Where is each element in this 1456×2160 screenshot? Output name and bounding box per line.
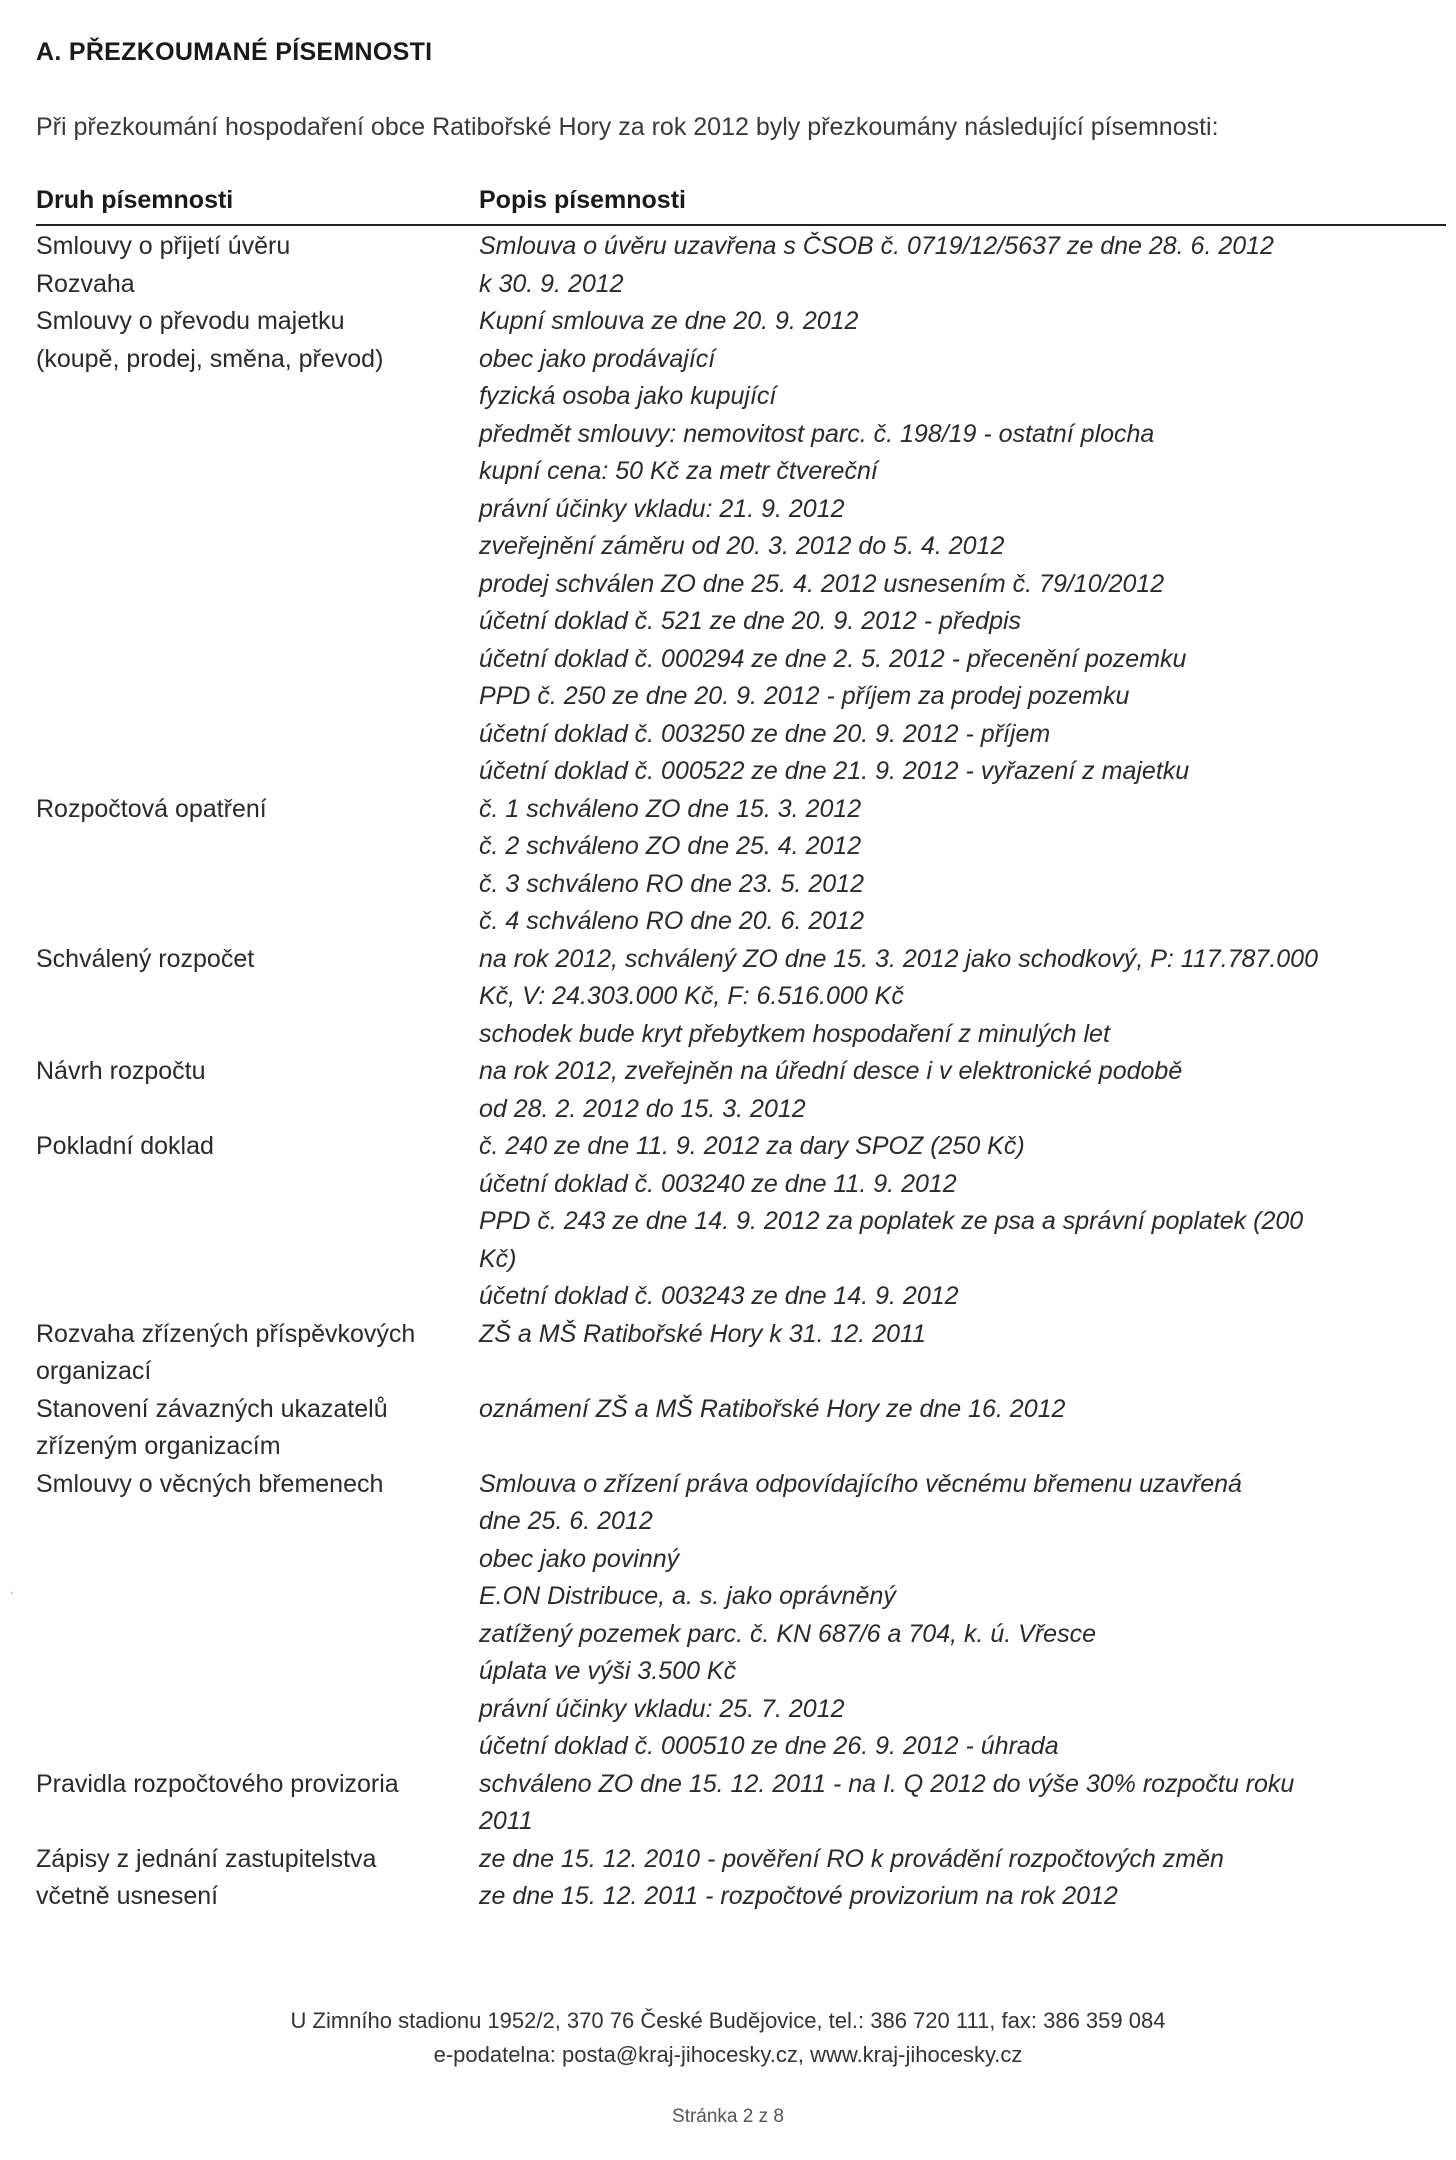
- document-description-line: od 28. 2. 2012 do 15. 3. 2012: [479, 1094, 806, 1123]
- column-header-type: Druh písemnosti: [36, 186, 234, 214]
- document-description-line: č. 1 schváleno ZO dne 15. 3. 2012: [479, 794, 862, 823]
- page-number: Stránka 2 z 8: [672, 2106, 784, 2127]
- document-description-line: na rok 2012, zveřejněn na úřední desce i v elektronické podobě: [479, 1057, 1183, 1085]
- document-type-line: Smlouvy o převodu majetku: [36, 307, 345, 335]
- document-description-line: právní účinky vkladu: 25. 7. 2012: [479, 1694, 845, 1723]
- document-description-line: Smlouva o zřízení práva odpovídajícího věcnému břemenu uzavřená: [479, 1469, 1242, 1498]
- intro-paragraph: Při přezkoumání hospodaření obce Ratibořské Hory za rok 2012 byly přezkoumány následující písemnosti:: [36, 113, 1219, 141]
- document-description-line: č. 3 schváleno RO dne 23. 5. 2012: [479, 869, 864, 898]
- document-description-cell: [479, 266, 1446, 304]
- table-row: [36, 1841, 1446, 1916]
- document-description-line: zatížený pozemek parc. č. KN 687/6 a 704, k. ú. Vřesce: [479, 1619, 1096, 1648]
- document-description-line: účetní doklad č. 521 ze dne 20. 9. 2012 - předpis: [479, 607, 1022, 635]
- page-footer: [0, 2004, 1456, 2072]
- document-description-line: na rok 2012, schválený ZO dne 15. 3. 2012 jako schodkový, P: 117.787.000: [479, 944, 1318, 973]
- document-description-line: úplata ve výši 3.500 Kč: [479, 1657, 737, 1685]
- table-header: [36, 186, 1446, 226]
- document-type-line: včetně usnesení: [36, 1882, 219, 1910]
- document-type-cell: [36, 1128, 479, 1316]
- documents-table: [36, 228, 1446, 1916]
- document-type-cell: [36, 303, 479, 791]
- document-description-line: Kč): [479, 1244, 517, 1273]
- document-type-line: Stanovení závazných ukazatelů: [36, 1394, 388, 1423]
- document-description-cell: [479, 791, 1446, 941]
- document-description-line: oznámení ZŠ a MŠ Ratibořské Hory ze dne 16. 2012: [479, 1394, 1066, 1423]
- document-description-cell: [479, 303, 1446, 791]
- document-description-line: kupní cena: 50 Kč za metr čtvereční: [479, 457, 878, 485]
- document-description-cell: [479, 1053, 1446, 1128]
- document-type-line: Pokladní doklad: [36, 1132, 214, 1160]
- document-type-cell: [36, 1053, 479, 1128]
- document-description-line: 2011: [479, 1807, 533, 1835]
- table-row: [36, 791, 1446, 941]
- document-description-line: schodek bude kryt přebytkem hospodaření z minulých let: [479, 1019, 1110, 1048]
- document-description-line: účetní doklad č. 003250 ze dne 20. 9. 2012 - příjem: [479, 719, 1051, 748]
- footer-address: U Zimního stadionu 1952/2, 370 76 České Budějovice, tel.: 386 720 111, fax: 386 359 084: [290, 2008, 1166, 2033]
- document-description-line: účetní doklad č. 000294 ze dne 2. 5. 2012 - přecenění pozemku: [479, 644, 1187, 673]
- table-row: [36, 1391, 1446, 1466]
- document-type-line: Zápisy z jednání zastupitelstva: [36, 1844, 377, 1873]
- document-description-line: ze dne 15. 12. 2011 - rozpočtové provizorium na rok 2012: [479, 1882, 1118, 1910]
- document-description-line: zveřejnění záměru od 20. 3. 2012 do 5. 4. 2012: [479, 532, 1005, 560]
- document-description-cell: [479, 1841, 1446, 1916]
- document-description-line: schváleno ZO dne 15. 12. 2011 - na I. Q 2012 do výše 30% rozpočtu roku: [479, 1769, 1295, 1798]
- document-description-cell: [479, 1466, 1446, 1766]
- document-description-line: k 30. 9. 2012: [479, 269, 624, 298]
- document-description-line: obec jako prodávající: [479, 344, 716, 373]
- footer-contact: e-podatelna: posta@kraj-jihocesky.cz, www.kraj-jihocesky.cz: [433, 2042, 1023, 2067]
- document-description-line: Smlouva o úvěru uzavřena s ČSOB č. 0719/12/5637 ze dne 28. 6. 2012: [479, 232, 1274, 260]
- document-description-line: č. 2 schváleno ZO dne 25. 4. 2012: [479, 832, 862, 860]
- document-type-line: Rozvaha: [36, 269, 135, 298]
- table-row: [36, 1316, 1446, 1391]
- document-description-line: PPD č. 250 ze dne 20. 9. 2012 - příjem za prodej pozemku: [479, 682, 1130, 710]
- document-description-line: účetní doklad č. 000510 ze dne 26. 9. 2012 - úhrada: [479, 1732, 1059, 1760]
- table-row: [36, 1466, 1446, 1766]
- table-row: [36, 1766, 1446, 1841]
- table-row: [36, 1128, 1446, 1316]
- document-type-line: Schválený rozpočet: [36, 944, 255, 973]
- document-type-line: (koupě, prodej, směna, převod): [36, 344, 384, 373]
- scan-speck: ,: [10, 1582, 14, 1596]
- document-description-cell: [479, 1391, 1446, 1466]
- document-description-line: E.ON Distribuce, a. s. jako oprávněný: [479, 1582, 896, 1610]
- document-type-line: Rozvaha zřízených příspěvkových: [36, 1319, 416, 1348]
- document-description-line: předmět smlouvy: nemovitost parc. č. 198/19 - ostatní plocha: [479, 419, 1155, 448]
- document-type-line: zřízeným organizacím: [36, 1432, 281, 1460]
- section-heading: A. PŘEZKOUMANÉ PÍSEMNOSTI: [36, 38, 433, 66]
- document-description-cell: [479, 941, 1446, 1054]
- document-type-line: Rozpočtová opatření: [36, 794, 267, 823]
- document-description-line: PPD č. 243 ze dne 14. 9. 2012 za poplatek ze psa a správní poplatek (200: [479, 1207, 1304, 1235]
- document-description-line: dne 25. 6. 2012: [479, 1507, 653, 1535]
- document-type-line: Smlouvy o přijetí úvěru: [36, 232, 291, 260]
- document-type-cell: [36, 1766, 479, 1841]
- document-type-cell: [36, 791, 479, 941]
- document-description-line: účetní doklad č. 003243 ze dne 14. 9. 2012: [479, 1282, 959, 1310]
- document-type-cell: [36, 1841, 479, 1916]
- table-row: [36, 941, 1446, 1054]
- document-description-line: obec jako povinný: [479, 1544, 680, 1573]
- document-type-line: Pravidla rozpočtového provizoria: [36, 1769, 399, 1798]
- document-type-cell: [36, 1466, 479, 1766]
- document-type-line: Smlouvy o věcných břemenech: [36, 1469, 384, 1498]
- document-type-cell: [36, 1316, 479, 1391]
- table-row: [36, 266, 1446, 304]
- document-description-cell: [479, 1316, 1446, 1391]
- document-description-line: Kč, V: 24.303.000 Kč, F: 6.516.000 Kč: [479, 982, 904, 1010]
- column-header-description: Popis písemnosti: [479, 186, 686, 214]
- table-row: [36, 303, 1446, 791]
- document-type-line: organizací: [36, 1357, 152, 1385]
- document-description-line: fyzická osoba jako kupující: [479, 382, 777, 410]
- document-type-cell: [36, 228, 479, 266]
- document-description-line: ze dne 15. 12. 2010 - pověření RO k provádění rozpočtových změn: [479, 1844, 1224, 1873]
- table-row: [36, 1053, 1446, 1128]
- document-description-cell: [479, 1128, 1446, 1316]
- document-description-line: právní účinky vkladu: 21. 9. 2012: [479, 494, 845, 523]
- document-description-line: prodej schválen ZO dne 25. 4. 2012 usnesením č. 79/10/2012: [479, 569, 1165, 598]
- document-description-line: Kupní smlouva ze dne 20. 9. 2012: [479, 307, 859, 335]
- table-row: [36, 228, 1446, 266]
- document-type-cell: [36, 941, 479, 1054]
- document-description-line: účetní doklad č. 003240 ze dne 11. 9. 2012: [479, 1169, 957, 1198]
- document-description-line: ZŠ a MŠ Ratibořské Hory k 31. 12. 2011: [479, 1319, 926, 1348]
- document-description-cell: [479, 228, 1446, 266]
- document-description-line: č. 4 schváleno RO dne 20. 6. 2012: [479, 907, 864, 935]
- document-type-cell: [36, 266, 479, 304]
- document-type-line: Návrh rozpočtu: [36, 1057, 206, 1085]
- document-type-cell: [36, 1391, 479, 1466]
- document-description-line: účetní doklad č. 000522 ze dne 21. 9. 2012 - vyřazení z majetku: [479, 757, 1190, 785]
- document-description-line: č. 240 ze dne 11. 9. 2012 za dary SPOZ (250 Kč): [479, 1132, 1025, 1160]
- document-description-cell: [479, 1766, 1446, 1841]
